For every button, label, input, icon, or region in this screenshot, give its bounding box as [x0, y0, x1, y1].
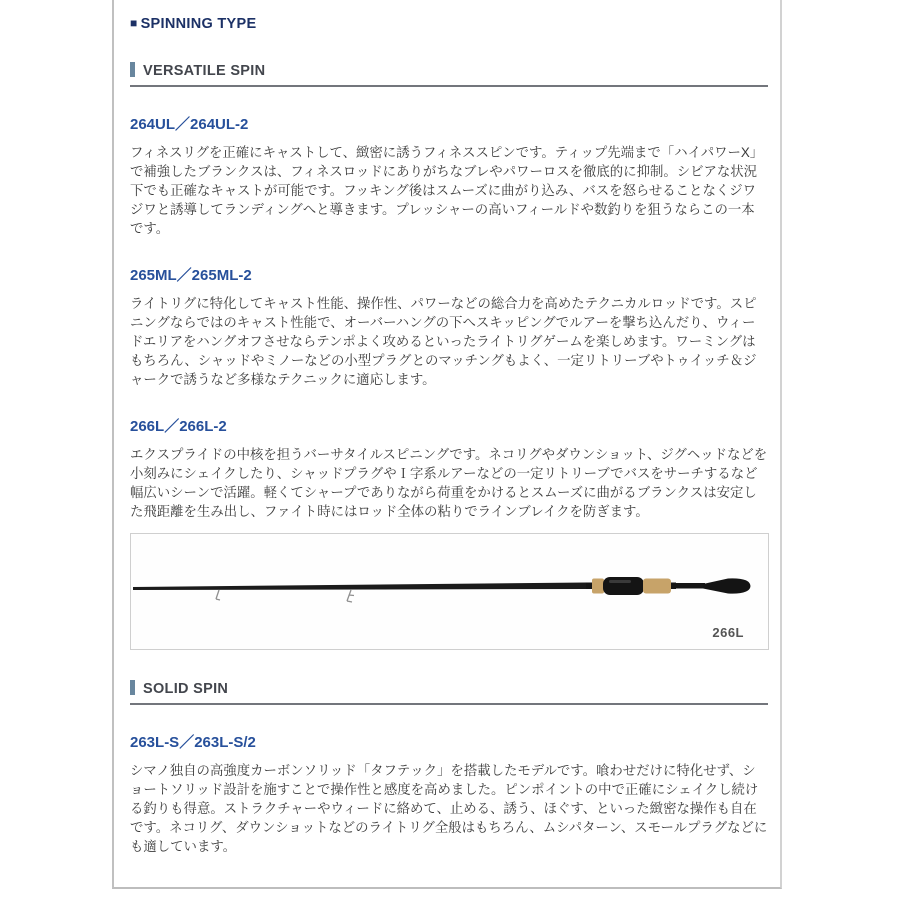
subsection-title: VERSATILE SPIN: [143, 63, 266, 79]
accent-bar-icon: [130, 62, 135, 77]
model-description-265ml: ライトリグに特化してキャスト性能、操作性、パワーなどの総合力を高めたテクニカルロッドです。スピニングならではのキャスト性能で、オーバーハングの下へスキッピングでルアーを撃ち込んだり、ウィードエリアをハングオフさせならテンポよく攻めるといったライトリグゲームを楽しめます。ワーミングはもちろん、シャッドやミノーなどの小型プラグとのマッチングもよく、一定リトリーブやトゥイッチ＆ジャークで誘うなど多様なテクニックに適応します。: [130, 296, 757, 387]
rod-blank: [133, 583, 586, 591]
subsection-header-versatile-spin: [130, 62, 768, 87]
section-header-label: SPINNING TYPE: [140, 16, 257, 32]
model-description-264ul: フィネスリグを正確にキャストして、緻密に誘うフィネススピンです。ティップ先端まで「ハイパワーX」で補強したブランクスは、フィネスロッドにありがちなブレやパワーロスを徹底的に抑制。シビアな状況下でも正確なキャストが可能です。フッキング後はスムーズに曲がり込み、バスを怒らせることなくジワジワと誘導してランディングへと導きます。プレッシャーの高いフィールドや数釣りを狙うならこの一本です。: [130, 145, 764, 236]
model-description-266l: エクスプライドの中核を担うバーサタイルスピニングです。ネコリグやダウンショット、ジグヘッドなどを小刻みにシェイクしたり、シャッドプラグやＩ字系ルアーなどの一定リトリーブでバスをサーチするなど幅広いシーンで活躍。軽くてシャープでありながら荷重をかけるとスムーズに曲がるブランクスは安定した飛距離を生み出し、ファイト時にはロッド全体の粘りでラインブレイクを防ぎます。: [130, 447, 768, 519]
reel-seat-highlight: [609, 580, 631, 583]
rod-product-image: [130, 533, 769, 650]
model-heading-265ml: 265ML／265ML-2: [130, 267, 252, 284]
rod-blank-rear: [669, 583, 705, 589]
cork-grip: [643, 579, 671, 594]
product-description-panel: [112, 0, 782, 889]
rod-image-caption: 266L: [712, 625, 744, 640]
fishing-rod-illustration: [131, 534, 768, 649]
model-heading-264ul: 264UL／264UL-2: [130, 116, 249, 133]
rod-guide-icon: [347, 590, 354, 602]
subsection-title: SOLID SPIN: [143, 681, 229, 697]
reel-seat: [603, 577, 644, 595]
cork-ring: [592, 579, 604, 594]
section-header-spinning-type: [130, 16, 768, 32]
rod-guide-icon: [216, 590, 220, 600]
model-description-263l-s: シマノ独自の高強度カーボンソリッド「タフテック」を搭載したモデルです。喰わせだけに特化せず、ショートソリッド設計を施すことで操作性と感度を高めました。ピンポイントの中で正確にシェイクし続ける釣りも得意。ストラクチャーやウィードに絡めて、止める、誘う、ほぐす、といった緻密な操作も自在です。ネコリグ、ダウンショットなどのライトリグ全般はもちろん、ムシパターン、スモールプラグなどにも適しています。: [130, 763, 768, 854]
model-heading-266l: 266L／266L-2: [130, 418, 227, 435]
accent-bar-icon: [130, 680, 135, 695]
square-bullet-icon: ■: [130, 16, 138, 30]
subsection-header-solid-spin: [130, 680, 768, 705]
butt-grip: [703, 578, 751, 593]
model-heading-263l-s: 263L-S／263L-S/2: [130, 734, 256, 751]
